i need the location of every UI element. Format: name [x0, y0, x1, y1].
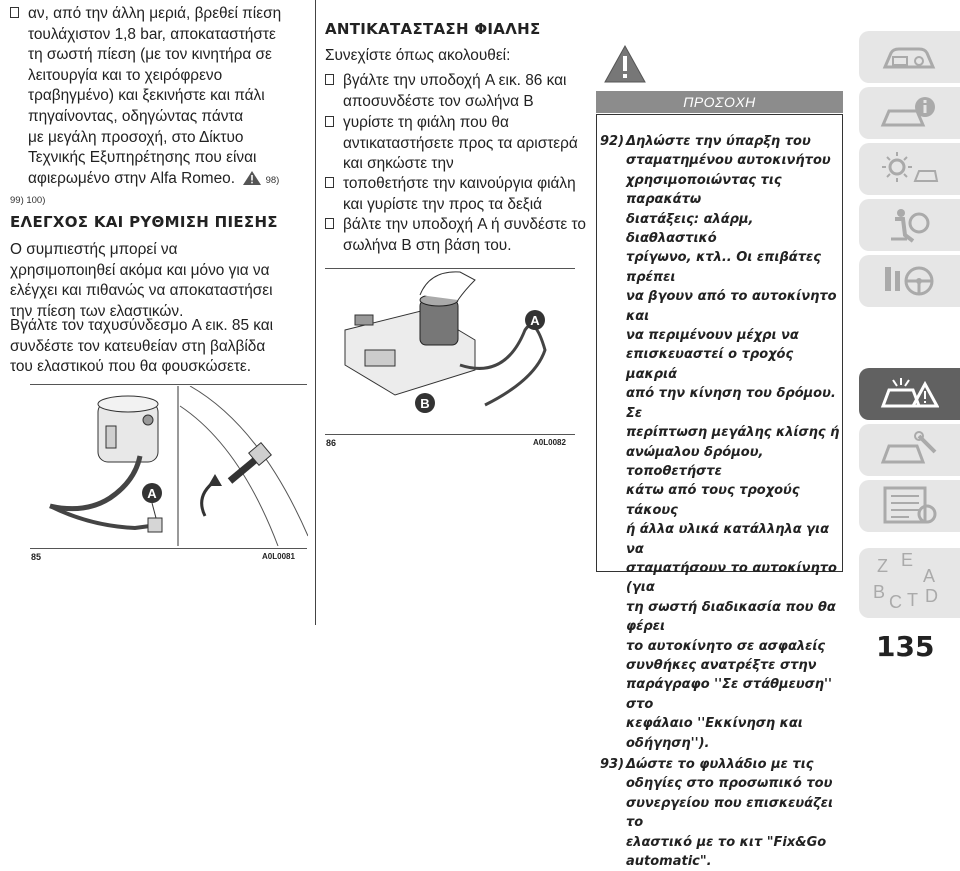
paragraph — [10, 240, 310, 322]
index-letter: Z — [877, 556, 888, 576]
checkbox-bullet-icon — [10, 7, 19, 18]
figure-number: 85 — [31, 552, 42, 562]
intro-text: Συνεχίστε όπως ακολουθεί: — [325, 47, 511, 64]
figure-code: A0L0082 — [533, 438, 566, 447]
warning-triangle-icon — [604, 45, 646, 83]
text-line: και γυρίστε την προς τα δεξιά — [343, 195, 543, 213]
text-line: αν, από την άλλη μεριά, βρεθεί πίεση — [28, 5, 282, 22]
airbag-icon — [879, 205, 939, 245]
text-line: τουλάχιστον 1,8 bar, αποκαταστήστε — [28, 25, 276, 43]
callout-label-a: A — [147, 486, 157, 501]
text-line: συνθήκες ανατρέξτε στην — [626, 657, 817, 673]
tab-car-warning[interactable] — [859, 368, 960, 420]
tab-steering-wheel[interactable] — [859, 255, 960, 307]
intro-bullet — [10, 4, 328, 212]
figure-top-rule — [325, 268, 575, 269]
tab-car-service[interactable] — [859, 424, 960, 476]
text-line: επισκευαστεί ο τροχός μακριά — [626, 347, 794, 382]
index-letter: E — [901, 552, 914, 570]
text-line: ελέγχει και πιθανώς να αποκαταστήσει — [10, 282, 273, 300]
car-info-icon — [879, 93, 939, 133]
text-line: να περιμένουν μέχρι να — [626, 328, 799, 344]
text-line: τη σωστή πίεση (με τον κινητήρα σε — [28, 46, 272, 64]
paragraph — [10, 316, 310, 378]
text-line: κάτω από τους τροχούς τάκους — [626, 483, 800, 518]
text-line: από την κίνηση του δρόμου. Σε — [626, 386, 836, 421]
text-line: με μεγάλη προσοχή, στο Δίκτυο — [28, 128, 244, 146]
text-line: διατάξεις: αλάρμ, διαθλαστικό — [626, 211, 754, 247]
callout-label-b: B — [420, 396, 430, 411]
figure-number: 86 — [326, 438, 337, 448]
tab-airbag[interactable] — [859, 199, 960, 251]
page-number: 135 — [876, 630, 935, 663]
text-line: Δώστε το φυλλάδιο με τις — [626, 757, 814, 772]
text-line: κεφάλαιο ''Εκκίνηση και — [626, 716, 803, 732]
index-letter: B — [873, 582, 886, 602]
figure-bottom-rule — [30, 548, 307, 549]
car-warning-icon — [879, 374, 939, 414]
lights-icon — [879, 149, 939, 189]
tab-alphabet-index[interactable] — [859, 548, 960, 618]
figure-86-illustration — [325, 270, 575, 432]
text-line: χρησιμοποιηθεί ακόμα και μόνο για να — [10, 261, 270, 279]
section-heading: ΑΝΤΙΚΑΤΑΣΤΑΣΗ ΦΙΑΛΗΣ — [325, 20, 541, 38]
text-line: ανώμαλου δρόμου, τοποθετήστε — [626, 444, 764, 479]
text-line: συνεργείου που επισκευάζει το — [626, 795, 834, 831]
text-line: να βγουν από το αυτοκίνητο και — [626, 289, 837, 324]
tab-spec-list[interactable] — [859, 480, 960, 532]
figure-85-illustration — [30, 386, 308, 546]
index-letter: D — [925, 586, 938, 606]
text-line: πηγαίνοντας, οδηγώντας πάντα — [28, 107, 244, 125]
step-item — [325, 71, 598, 112]
figure-top-rule — [30, 384, 307, 385]
text-line: automatic". — [626, 854, 712, 870]
text-line: και σηκώστε την — [343, 155, 454, 173]
warning-note — [600, 132, 840, 753]
text-line-content: αφιερωμένο στην Alfa Romeo. — [28, 169, 235, 187]
spec-list-icon — [879, 486, 939, 526]
text-line: ή άλλα υλικά κατάλληλα για να — [626, 522, 830, 557]
text-line: συνδέστε τον κατευθείαν στη βαλβίδα — [10, 337, 266, 355]
warning-note — [600, 755, 840, 871]
text-line: το αυτοκίνητο σε ασφαλείς — [626, 638, 826, 654]
step-item — [325, 215, 598, 256]
checkbox-bullet-icon — [325, 177, 334, 188]
warning-notes — [600, 132, 840, 871]
reference-numbers: 98) — [265, 174, 280, 186]
column-divider — [315, 0, 316, 625]
text-line: περίπτωση μεγάλης κλίσης ή — [626, 425, 840, 441]
text-line: την πίεση των ελαστικών. — [10, 302, 184, 320]
alphabet-index-icon — [871, 552, 941, 612]
index-letter: T — [907, 590, 918, 610]
text-line: τη σωστή διαδικασία που θα φέρει — [626, 599, 836, 635]
index-letter: C — [889, 592, 902, 612]
text-line: λειτουργία και το χειρόφρενο — [28, 66, 223, 84]
text-line: οδήγηση''). — [626, 735, 710, 751]
text-line: τοποθετήστε την καινούργια φιάλη — [343, 175, 576, 192]
car-dashboard-icon — [879, 37, 939, 77]
text-line: χρησιμοποιώντας τις παρακάτω — [626, 172, 782, 208]
text-line — [28, 169, 328, 192]
warning-triangle-icon — [243, 171, 261, 192]
text-line: αποσυνδέστε τον σωλήνα B — [343, 92, 534, 110]
text-line: του ελαστικού που θα φουσκώσετε. — [10, 358, 252, 376]
tab-car-info[interactable] — [859, 87, 960, 139]
callout-label-a: A — [530, 313, 540, 328]
index-letter: A — [923, 566, 936, 586]
text-line: οδηγίες στο προσωπικό του — [626, 776, 833, 792]
checkbox-bullet-icon — [325, 116, 334, 127]
tab-car-dashboard[interactable] — [859, 31, 960, 83]
text-line: Ο συμπιεστής μπορεί να — [10, 241, 178, 258]
text-line: γυρίστε τη φιάλη που θα — [343, 114, 509, 131]
text-line: Δηλώστε την ύπαρξη του — [626, 134, 811, 149]
text-line: τρίγωνο, κτλ.. Οι επιβάτες πρέπει — [626, 250, 821, 285]
text-line: σωλήνα B στη βάση του. — [343, 236, 512, 254]
text-line: τραβηγμένο) και ξεκινήστε και πάλι — [28, 87, 265, 105]
step-item — [325, 174, 598, 215]
text-line: βγάλτε την υποδοχή A εικ. 86 και — [343, 72, 567, 89]
note-number: 93) — [600, 757, 625, 772]
warning-title: ΠΡΟΣΟΧΗ — [596, 91, 843, 113]
figure-bottom-rule — [325, 434, 575, 435]
steering-wheel-icon — [879, 261, 939, 301]
text-line: ελαστικό με το κιτ "Fix&Go — [626, 834, 827, 850]
checkbox-bullet-icon — [325, 218, 334, 229]
text-line: Τεχνικής Εξυπηρέτησης που είναι — [28, 149, 257, 167]
figure-code: A0L0081 — [262, 552, 295, 561]
tab-lights[interactable] — [859, 143, 960, 195]
checkbox-bullet-icon — [325, 74, 334, 85]
text-line: Βγάλτε τον ταχυσύνδεσμο A εικ. 85 και — [10, 317, 274, 334]
text-line: αντικαταστήσετε προς τα αριστερά — [343, 134, 578, 152]
text-line: παράγραφο ''Σε στάθμευση'' στο — [626, 677, 832, 712]
step-item — [325, 113, 598, 175]
car-service-icon — [879, 430, 939, 470]
note-number: 92) — [600, 134, 625, 149]
text-line: σταματήσουν το αυτοκίνητο (για — [626, 560, 837, 596]
section-heading: ΕΛΕΓΧΟΣ ΚΑΙ ΡΥΘΜΙΣΗ ΠΙΕΣΗΣ — [10, 213, 278, 231]
text-line: σταματημένου αυτοκινήτου — [626, 153, 831, 169]
reference-numbers: 99) 100) — [10, 195, 46, 207]
text-line: βάλτε την υποδοχή A ή συνδέστε το — [343, 216, 586, 233]
